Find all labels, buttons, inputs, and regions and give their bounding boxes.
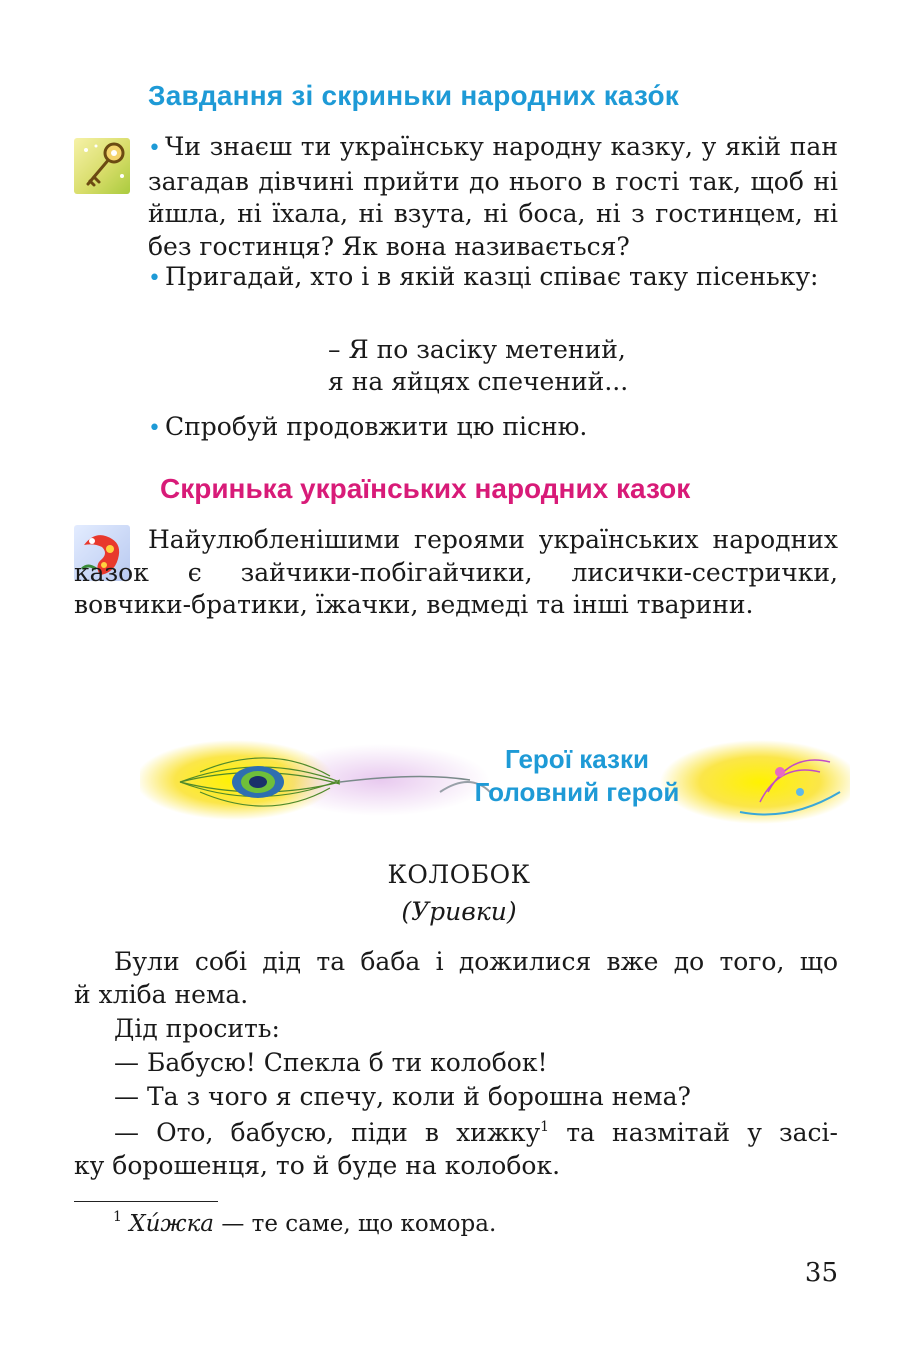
task-bullet-1: • Чи знаєш ти українську народну казку, у якій пан загадав дівчині прийти до нього в гості так, щоб ні йшла, ні їхала, ні взута, ні боса, ні з гостинцем, ні без гостинця? Як вона називається?: [148, 132, 838, 261]
footnote-definition: — те саме, що комора.: [214, 1211, 497, 1237]
footnote-divider: [74, 1201, 218, 1202]
story-title: КОЛОБОК: [387, 860, 531, 889]
task-section-heading: Завдання зі скриньки народних казо́к: [148, 80, 679, 111]
bullet-dot: •: [148, 136, 161, 161]
chest-section-heading: Скринька українських народних казок: [160, 473, 691, 504]
page-number: 35: [804, 1258, 838, 1288]
verse-line-2: я на яйцях спечений...: [328, 367, 629, 396]
footnote: $^1$ Хи́жка — те саме, що комора.: [113, 1209, 497, 1237]
task-bullet-3: • Спробуй продовжити цю пісню.: [148, 412, 588, 441]
chest-section-text: Найулюбленішими героями українських народних казок є зайчики-побігайчики, лисички-сестрички, вовчики-братики, їжачки, ведмеді та інші тварини.: [74, 525, 838, 619]
story-paragraph-1-line-2: й хліба нема.: [74, 980, 249, 1009]
banner-line-1: Герої казки: [505, 744, 649, 774]
banner-line-2: Головний герой: [474, 777, 680, 807]
story-paragraph-5-line-1: — Ото, бабусю, піди в хижку$^1$ та назмітай у засі-: [114, 1118, 838, 1147]
footnote-term: Хи́жка: [129, 1211, 215, 1237]
story-paragraph-4: — Та з чого я спечу, коли й борошна нема?: [114, 1082, 691, 1111]
story-subtitle: (Уривки): [401, 897, 517, 926]
bullet-dot: •: [148, 416, 161, 441]
footnote-marker: 1: [540, 1119, 550, 1135]
story-paragraph-1-line-1: Були собі дід та баба і дожилися вже до того, що: [114, 947, 838, 976]
bullet-dot: •: [148, 266, 161, 291]
key-icon: [74, 138, 130, 194]
story-paragraph-2: Дід просить:: [114, 1014, 280, 1043]
story-paragraph-5-line-2: ку борошенця, то й буде на колобок.: [74, 1151, 561, 1180]
task-bullet-2: • Пригадай, хто і в якій казці співає таку пісеньку:: [148, 262, 819, 291]
story-paragraph-3: — Бабусю! Спекла б ти колобок!: [114, 1048, 548, 1077]
verse-line-1: – Я по засіку метений,: [328, 335, 626, 364]
